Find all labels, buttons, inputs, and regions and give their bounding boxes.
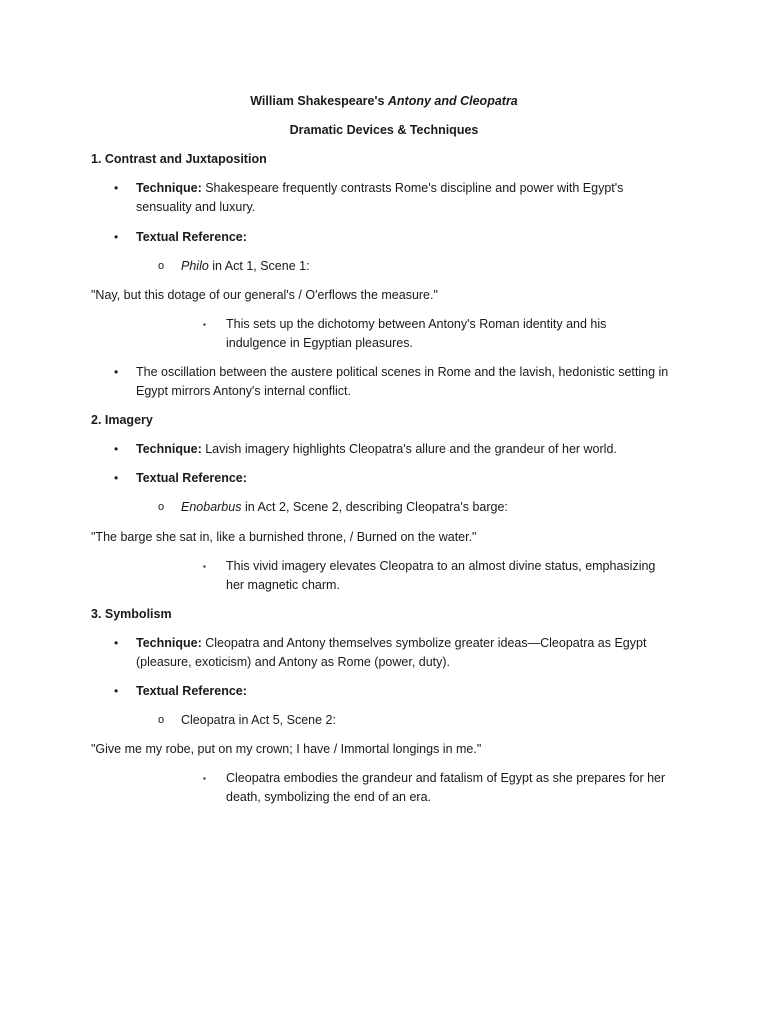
analysis-note: This sets up the dichotomy between Antony's Roman identity and his bbox=[226, 317, 607, 331]
reference-location: in Act 2, Scene 2, describing Cleopatra's barge: bbox=[241, 500, 508, 514]
quote-text: "The barge she sat in, like a burnished throne, / Burned on the water." bbox=[91, 530, 477, 544]
technique-text: Lavish imagery highlights Cleopatra's allure and the grandeur of her world. bbox=[201, 442, 617, 456]
analysis-note: Cleopatra embodies the grandeur and fatalism of Egypt as she prepares for her bbox=[226, 771, 666, 785]
quote-text: "Nay, but this dotage of our general's / O'erflows the measure." bbox=[91, 288, 438, 302]
technique-line bbox=[136, 179, 623, 198]
bullet-glyph: • bbox=[114, 365, 119, 379]
bullet-glyph: • bbox=[114, 230, 119, 244]
speaker-name: Philo bbox=[181, 259, 209, 273]
technique-text-cont: sensuality and luxury. bbox=[136, 200, 256, 214]
section-heading: 1. Contrast and Juxtaposition bbox=[91, 152, 267, 166]
circle-bullet-glyph: o bbox=[158, 714, 165, 726]
document-subtitle: Dramatic Devices & Techniques bbox=[289, 123, 479, 137]
bullet-glyph: • bbox=[114, 636, 119, 650]
section-heading: 2. Imagery bbox=[91, 413, 153, 427]
reference-location: in Act 1, Scene 1: bbox=[208, 259, 310, 273]
bullet-glyph: • bbox=[114, 442, 119, 456]
technique-text: Shakespeare frequently contrasts Rome's discipline and power with Egypt's bbox=[201, 181, 624, 195]
paragraph-line-cont: Egypt mirrors Antony's internal conflict. bbox=[136, 384, 351, 398]
square-bullet-glyph: ▪ bbox=[203, 320, 206, 329]
paragraph-line: The oscillation between the austere political scenes in Rome and the lavish, hedonistic setting in bbox=[136, 365, 669, 379]
bullet-glyph: • bbox=[114, 181, 119, 195]
technique-line bbox=[136, 440, 617, 459]
technique-label: Technique: bbox=[136, 636, 202, 650]
title-play-name: Antony and Cleopatra bbox=[387, 94, 518, 108]
textual-reference-label: Textual Reference: bbox=[136, 684, 247, 698]
analysis-note-cont: indulgence in Egyptian pleasures. bbox=[226, 336, 413, 350]
technique-label: Technique: bbox=[136, 181, 202, 195]
technique-text-cont: (pleasure, exoticism) and Antony as Rome (power, duty). bbox=[136, 655, 451, 669]
analysis-note: This vivid imagery elevates Cleopatra to an almost divine status, emphasizing bbox=[226, 559, 656, 573]
bullet-glyph: • bbox=[114, 471, 119, 485]
square-bullet-glyph: ▪ bbox=[203, 774, 206, 783]
square-bullet-glyph: ▪ bbox=[203, 562, 206, 571]
circle-bullet-glyph: o bbox=[158, 260, 165, 272]
bullet-glyph: • bbox=[114, 684, 119, 698]
reference-source bbox=[181, 257, 310, 276]
reference-source: Cleopatra in Act 5, Scene 2: bbox=[181, 713, 336, 727]
textual-reference-label: Textual Reference: bbox=[136, 471, 247, 485]
section-heading: 3. Symbolism bbox=[91, 607, 172, 621]
circle-bullet-glyph: o bbox=[158, 501, 165, 513]
speaker-name: Enobarbus bbox=[181, 500, 242, 514]
technique-label: Technique: bbox=[136, 442, 202, 456]
technique-line bbox=[136, 634, 646, 653]
analysis-note-cont: death, symbolizing the end of an era. bbox=[226, 790, 431, 804]
quote-text: "Give me my robe, put on my crown; I have / Immortal longings in me." bbox=[91, 742, 482, 756]
title-prefix: William Shakespeare's bbox=[250, 94, 388, 108]
reference-source bbox=[181, 498, 508, 517]
textual-reference-label: Textual Reference: bbox=[136, 230, 247, 244]
technique-text: Cleopatra and Antony themselves symbolize greater ideas—Cleopatra as Egypt bbox=[201, 636, 647, 650]
analysis-note-cont: her magnetic charm. bbox=[226, 578, 340, 592]
document-title bbox=[0, 92, 768, 111]
